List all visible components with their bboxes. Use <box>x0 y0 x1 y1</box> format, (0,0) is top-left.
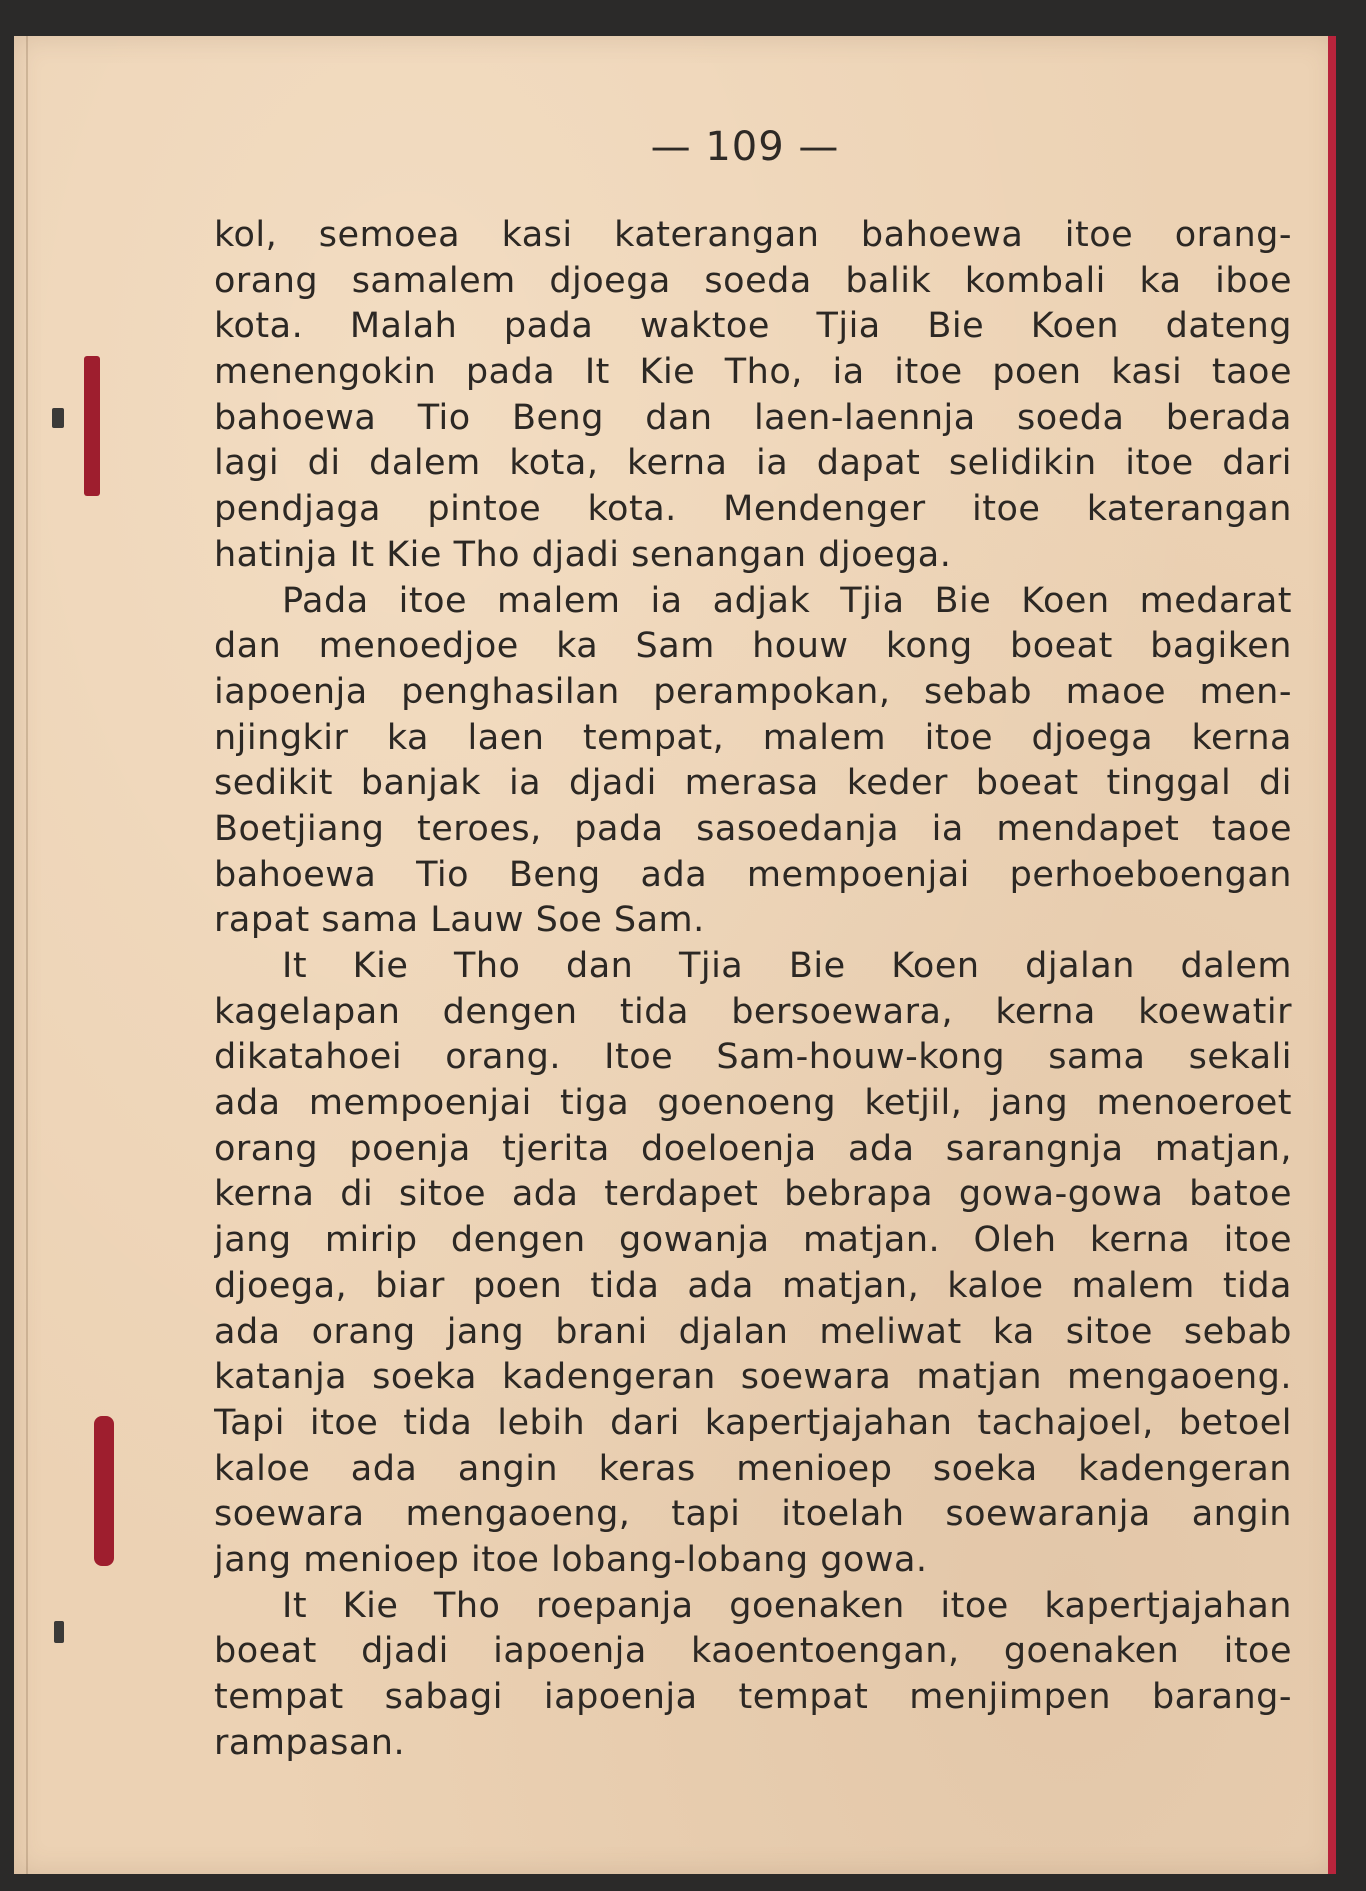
text-line: hatinja It Kie Tho djadi senangan djoega. <box>214 534 952 575</box>
text-line: dikatahoei orang. Itoe Sam-houw-kong sama sekali <box>214 1037 1292 1078</box>
text-line: soewara mengaoeng, tapi itoelah soewaranja angin <box>214 1494 1292 1535</box>
text-line: kol, semoea kasi katerangan bahoewa itoe orang- <box>214 215 1292 255</box>
text-line: boeat djadi iapoenja kaoentoengan, goenaken itoe <box>214 1631 1292 1672</box>
text-line: Pada itoe malem ia adjak Tjia Bie Koen medarat <box>282 580 1292 621</box>
text-line: rapat sama Lauw Soe Sam. <box>214 900 705 941</box>
red-binding-mark <box>84 356 100 496</box>
text-line: jang mirip dengen gowanja matjan. Oleh kerna itoe <box>214 1220 1292 1261</box>
page-fold <box>26 36 28 1874</box>
text-line: ada mempoenjai tiga goenoeng ketjil, jang menoeroet <box>214 1083 1292 1124</box>
text-line: It Kie Tho roepanja goenaken itoe kapertjajahan <box>282 1585 1292 1626</box>
text-line: tempat sabagi iapoenja tempat menjimpen barang- <box>214 1677 1292 1717</box>
text-line: Tapi itoe tida lebih dari kapertjajahan tachajoel, betoel <box>214 1402 1292 1443</box>
text-line: katanja soeka kadengeran soewara matjan mengaoeng. <box>214 1357 1292 1398</box>
text-line: kagelapan dengen tida bersoewara, kerna koewatir <box>214 991 1292 1032</box>
text-line: Boetjiang teroes, pada sasoedanja ia mendapet taoe <box>214 808 1292 849</box>
text-line: pendjaga pintoe kota. Mendenger itoe katerangan <box>214 489 1292 530</box>
text-line: njingkir ka laen tempat, malem itoe djoega kerna <box>214 717 1292 758</box>
text-line: It Kie Tho dan Tjia Bie Koen djalan dalem <box>282 946 1292 986</box>
text-line: iapoenja penghasilan perampokan, sebab maoe men- <box>214 671 1292 712</box>
body-text <box>214 213 1292 1766</box>
text-line: bahoewa Tio Beng dan laen-laennja soeda berada <box>214 397 1292 438</box>
text-line: orang samalem djoega soeda balik kombali ka iboe <box>214 260 1292 301</box>
red-binding-mark <box>94 1416 114 1566</box>
text-line: orang poenja tjerita doeloenja ada sarangnja matjan, <box>214 1128 1292 1169</box>
text-line: djoega, biar poen tida ada matjan, kaloe malem tida <box>214 1265 1292 1306</box>
binding-stain <box>54 1621 64 1643</box>
text-line: ada orang jang brani djalan meliwat ka sitoe sebab <box>214 1311 1292 1352</box>
binding-stain <box>52 408 64 428</box>
text-line: lagi di dalem kota, kerna ia dapat selidikin itoe dari <box>214 443 1292 484</box>
text-line: kota. Malah pada waktoe Tjia Bie Koen dateng <box>214 306 1292 347</box>
text-line: menengokin pada It Kie Tho, ia itoe poen kasi taoe <box>214 352 1292 393</box>
red-page-edge <box>1328 36 1336 1874</box>
text-line: kaloe ada angin keras menioep soeka kadengeran <box>214 1448 1292 1489</box>
text-line: jang menioep itoe lobang-lobang gowa. <box>214 1539 928 1580</box>
text-line: kerna di sitoe ada terdapet bebrapa gowa-gowa batoe <box>214 1174 1292 1215</box>
text-line: dan menoedjoe ka Sam houw kong boeat bagiken <box>214 626 1292 667</box>
text-line: bahoewa Tio Beng ada mempoenjai perhoeboengan <box>214 854 1292 895</box>
text-line: rampasan. <box>214 1722 406 1763</box>
page-number: — 109 — <box>650 124 840 170</box>
text-line: sedikit banjak ia djadi merasa keder boeat tinggal di <box>214 763 1292 804</box>
